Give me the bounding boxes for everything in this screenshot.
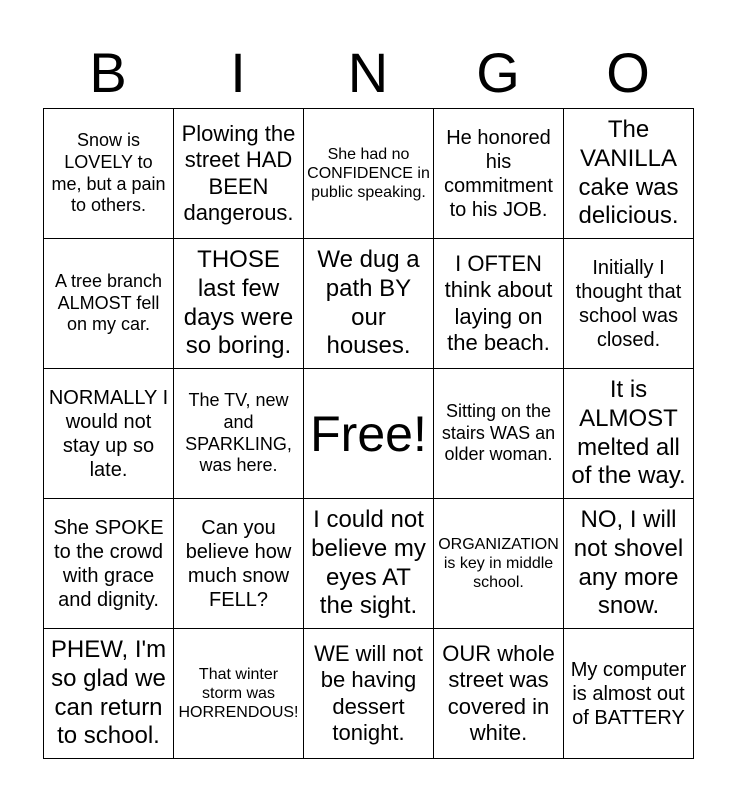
bingo-cell[interactable]: It is ALMOST melted all of the way. bbox=[564, 369, 694, 499]
bingo-cell[interactable]: WE will not be having dessert tonight. bbox=[304, 629, 434, 759]
bingo-cell[interactable]: Sitting on the stairs WAS an older woman. bbox=[434, 369, 564, 499]
bingo-header bbox=[43, 40, 693, 106]
bingo-cell[interactable]: The VANILLA cake was delicious. bbox=[564, 109, 694, 239]
bingo-row bbox=[44, 239, 694, 369]
bingo-row bbox=[44, 369, 694, 499]
bingo-cell[interactable]: She SPOKE to the crowd with grace and dignity. bbox=[44, 499, 174, 629]
bingo-cell[interactable]: Can you believe how much snow FELL? bbox=[174, 499, 304, 629]
bingo-cell[interactable]: I OFTEN think about laying on the beach. bbox=[434, 239, 564, 369]
bingo-cell[interactable]: I could not believe my eyes AT the sight. bbox=[304, 499, 434, 629]
header-letter-n: N bbox=[347, 41, 389, 104]
free-space[interactable]: Free! bbox=[304, 369, 434, 499]
bingo-cell[interactable]: The TV, new and SPARKLING, was here. bbox=[174, 369, 304, 499]
bingo-cell[interactable]: A tree branch ALMOST fell on my car. bbox=[44, 239, 174, 369]
bingo-cell[interactable]: We dug a path BY our houses. bbox=[304, 239, 434, 369]
bingo-row bbox=[44, 629, 694, 759]
bingo-cell[interactable]: That winter storm was HORRENDOUS! bbox=[174, 629, 304, 759]
bingo-cell[interactable]: He honored his commitment to his JOB. bbox=[434, 109, 564, 239]
bingo-cell[interactable]: Snow is LOVELY to me, but a pain to others. bbox=[44, 109, 174, 239]
bingo-cell[interactable]: My computer is almost out of BATTERY bbox=[564, 629, 694, 759]
bingo-row bbox=[44, 499, 694, 629]
bingo-cell[interactable]: THOSE last few days were so boring. bbox=[174, 239, 304, 369]
bingo-cell[interactable]: PHEW, I'm so glad we can return to school. bbox=[44, 629, 174, 759]
header-letter-g: G bbox=[476, 41, 520, 104]
bingo-row bbox=[44, 109, 694, 239]
bingo-cell[interactable]: She had no CONFIDENCE in public speaking. bbox=[304, 109, 434, 239]
header-letter-o: O bbox=[606, 41, 650, 104]
bingo-cell[interactable]: ORGANIZATION is key in middle school. bbox=[434, 499, 564, 629]
header-letter-b: B bbox=[89, 41, 127, 104]
header-letter-i: I bbox=[230, 41, 246, 104]
bingo-cell[interactable]: Plowing the street HAD BEEN dangerous. bbox=[174, 109, 304, 239]
bingo-cell[interactable]: NO, I will not shovel any more snow. bbox=[564, 499, 694, 629]
bingo-card bbox=[43, 108, 694, 759]
bingo-cell[interactable]: Initially I thought that school was closed. bbox=[564, 239, 694, 369]
bingo-cell[interactable]: OUR whole street was covered in white. bbox=[434, 629, 564, 759]
bingo-cell[interactable]: NORMALLY I would not stay up so late. bbox=[44, 369, 174, 499]
